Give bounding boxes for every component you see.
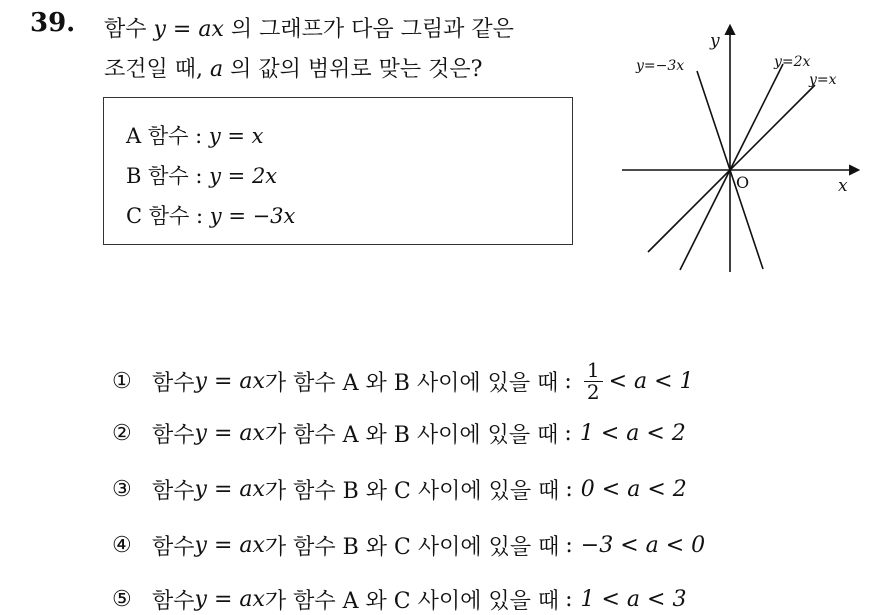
option-colon: : bbox=[565, 533, 573, 558]
option-4[interactable] bbox=[112, 530, 705, 561]
option-5[interactable] bbox=[112, 584, 686, 615]
condition-label: C 함수 bbox=[126, 204, 190, 228]
option-equation: y = ax bbox=[194, 421, 265, 446]
option-condition: 가 함수 B 와 C 사이에 있을 때 bbox=[264, 479, 560, 504]
stem2-suffix: 의 값의 범위로 맞는 것은? bbox=[223, 57, 483, 82]
condition-equation: y = x bbox=[208, 124, 264, 148]
option-mark: ② bbox=[112, 421, 132, 446]
stem2-variable: a bbox=[210, 57, 224, 82]
option-condition: 가 함수 A 와 B 사이에 있을 때 bbox=[264, 371, 559, 396]
option-colon: : bbox=[565, 587, 573, 612]
fraction-numerator: 1 bbox=[584, 360, 603, 382]
condition-colon: : bbox=[196, 204, 204, 228]
y-axis-label: y bbox=[710, 31, 720, 51]
stem1-prefix: 함수 bbox=[104, 17, 154, 42]
option-text: 함수 bbox=[152, 589, 195, 614]
conditions-box bbox=[103, 97, 573, 245]
option-equation: y = ax bbox=[194, 369, 265, 394]
question-stem-line2 bbox=[104, 52, 482, 83]
stem2-prefix: 조건일 때, bbox=[104, 57, 210, 82]
condition-equation: y = 2x bbox=[209, 164, 278, 188]
option-3[interactable] bbox=[112, 474, 687, 505]
option-range: 1 < a < 3 bbox=[580, 587, 687, 612]
option-colon: : bbox=[564, 421, 572, 446]
option-equation: y = ax bbox=[194, 533, 265, 558]
option-text: 함수 bbox=[152, 371, 195, 396]
origin-label: O bbox=[736, 173, 750, 192]
line-y-equals-2x bbox=[680, 64, 783, 270]
condition-b bbox=[126, 160, 277, 190]
option-equation: y = ax bbox=[194, 477, 265, 502]
question-stem-line1 bbox=[104, 12, 514, 43]
option-range: −3 < a < 0 bbox=[580, 533, 706, 558]
option-mark: ⑤ bbox=[112, 587, 132, 612]
stem1-suffix: 의 그래프가 다음 그림과 같은 bbox=[223, 17, 514, 42]
condition-a bbox=[126, 120, 264, 150]
x-axis-label: x bbox=[838, 176, 848, 196]
option-range: < a < 1 bbox=[608, 369, 694, 394]
option-1[interactable] bbox=[112, 360, 694, 403]
condition-label: B 함수 bbox=[126, 164, 189, 188]
condition-label: A 함수 bbox=[126, 124, 189, 148]
option-condition: 가 함수 A 와 C 사이에 있을 때 bbox=[264, 589, 560, 614]
function-graph bbox=[612, 20, 872, 280]
condition-colon: : bbox=[195, 124, 203, 148]
option-mark: ④ bbox=[112, 533, 132, 558]
fraction-one-half bbox=[584, 360, 603, 403]
option-mark: ① bbox=[112, 369, 132, 394]
option-colon: : bbox=[564, 369, 572, 394]
option-colon: : bbox=[565, 477, 573, 502]
option-equation: y = ax bbox=[194, 587, 265, 612]
option-2[interactable] bbox=[112, 418, 686, 449]
question-number: 39. bbox=[30, 8, 76, 38]
option-mark: ③ bbox=[112, 477, 132, 502]
option-text: 함수 bbox=[152, 535, 195, 560]
stem1-equation: y = ax bbox=[153, 17, 224, 42]
label-y-equals-neg3x: y=−3x bbox=[636, 58, 685, 74]
option-range: 0 < a < 2 bbox=[580, 477, 687, 502]
condition-c bbox=[126, 200, 295, 230]
label-y-equals-x: y=x bbox=[809, 72, 837, 88]
fraction-denominator: 2 bbox=[586, 380, 600, 404]
option-range: 1 < a < 2 bbox=[579, 421, 686, 446]
option-text: 함수 bbox=[152, 479, 195, 504]
option-text: 함수 bbox=[152, 423, 195, 448]
label-y-equals-2x: y=2x bbox=[774, 54, 811, 70]
condition-equation: y = −3x bbox=[209, 204, 296, 228]
condition-colon: : bbox=[195, 164, 203, 188]
option-condition: 가 함수 B 와 C 사이에 있을 때 bbox=[264, 535, 560, 560]
option-condition: 가 함수 A 와 B 사이에 있을 때 bbox=[264, 423, 559, 448]
